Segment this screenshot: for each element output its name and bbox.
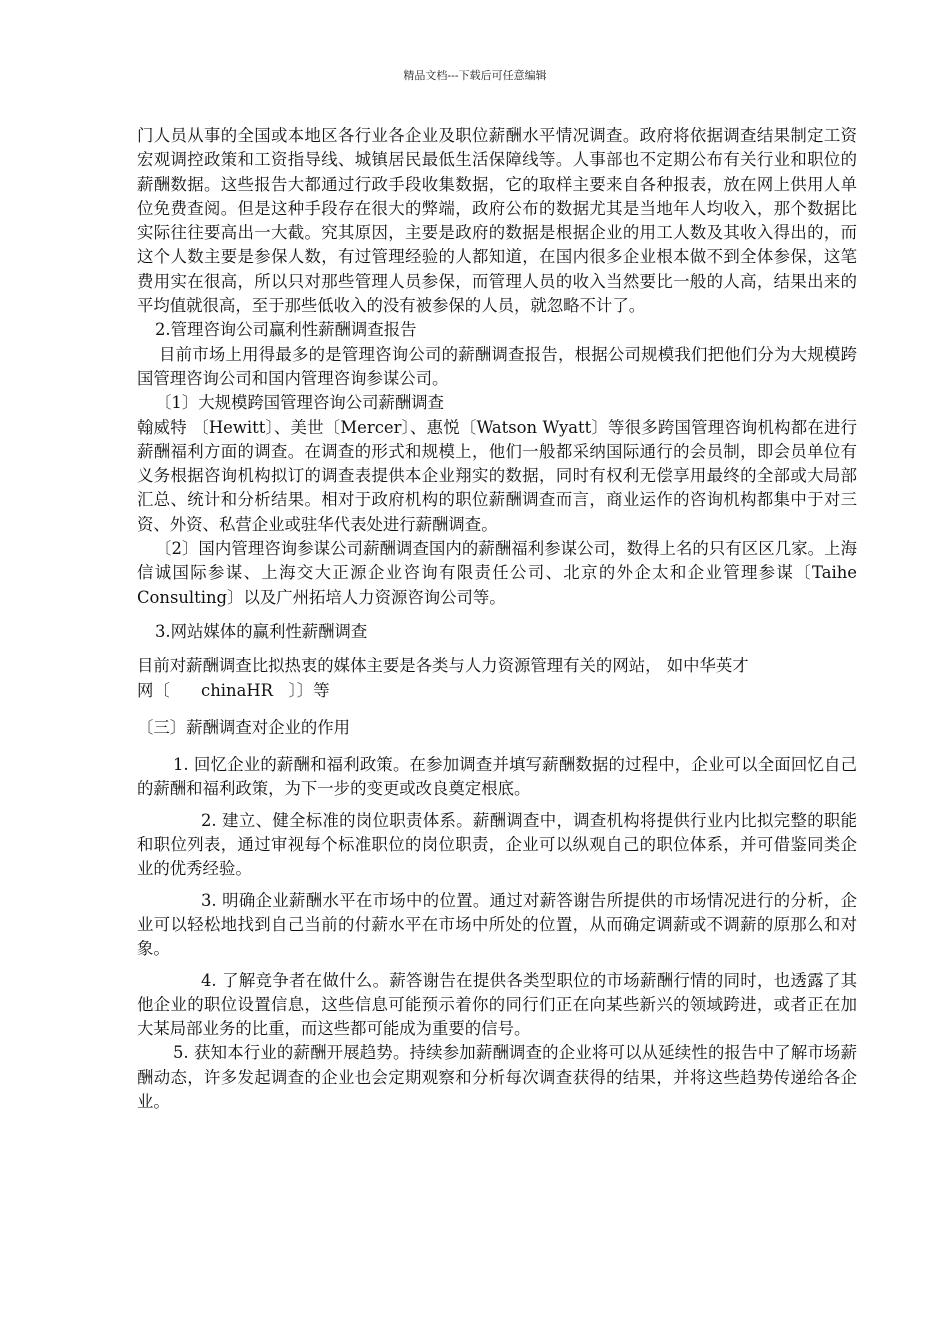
paragraph-website-line2: 网〔 chinaHR 〕〕等 <box>137 680 330 700</box>
paragraph-website-line1: 目前对薪酬调查比拟热衷的媒体主要是各类与人力资源管理有关的网站， 如中华英才 <box>137 656 749 676</box>
list-item-4: 4. 了解竞争者在做什么。薪答谢告在提供各类型职位的市场薪酬行情的同时，也透露了其他企业的职位设置信息，这些信息可能预示着你的同行们正在向某些新兴的领域跨进，或者正在加大某局部业务的比重，而这些都可能成为重要的信号。 <box>137 970 857 1039</box>
heading-website-survey: 3.网站媒体的赢利性薪酬调查 <box>155 621 368 641</box>
document-body <box>137 124 857 1114</box>
subheading-multinational: 〔1〕大规模跨国管理咨询公司薪酬调查 <box>155 393 445 413</box>
paragraph-domestic-consulting: 〔2〕国内管理咨询参谋公司薪酬调查国内的薪酬福利参谋公司，数得上名的只有区区几家。上海信诚国际参谋、上海交大正源企业咨询有限责任公司、北京的外企太和企业管理参谋〔Taihe Consulting〕以及广州拓培人力资源咨询公司等。 <box>137 539 857 607</box>
list-item-2: 2. 建立、健全标准的岗位职责体系。薪酬调查中，调查机构将提供行业内比拟完整的职能和职位列表，通过审视每个标准职位的岗位职责，企业可以纵观自己的职位体系，并可借鉴同类企业的优秀经验。 <box>137 810 857 879</box>
paragraph-consulting-intro: 目前市场上用得最多的是管理咨询公司的薪酬调查报告，根据公司规模我们把他们分为大规模跨国管理咨询公司和国内管理咨询参谋公司。 <box>137 344 857 388</box>
list-item-5: 5. 获知本行业的薪酬开展趋势。持续参加薪酬调查的企业将可以从延续性的报告中了解市场薪酬动态，许多发起调查的企业也会定期观察和分析每次调查获得的结果，并将这些趋势传递给各企业。 <box>137 1043 857 1111</box>
list-item-3: 3. 明确企业薪酬水平在市场中的位置。通过对薪答谢告所提供的市场情况进行的分析，企业可以轻松地找到自己当前的付薪水平在市场中所处的位置，从而确定调薪或不调薪的原那么和对象。 <box>137 890 857 959</box>
list-item-1: 1. 回忆企业的薪酬和福利政策。在参加调查并填写薪酬数据的过程中，企业可以全面回忆自己的薪酬和福利政策，为下一步的变更或改良奠定根底。 <box>137 755 857 799</box>
heading-consulting-survey: 2.管理咨询公司赢利性薪酬调查报告 <box>155 320 417 340</box>
heading-section-three: 〔三〕薪酬调查对企业的作用 <box>137 717 351 737</box>
page-header: 精品文档---下载后可任意编辑 <box>403 69 547 82</box>
paragraph-multinational: 翰威特 〔Hewitt〕、美世〔Mercer〕、惠悦〔Watson Wyatt〕等很多跨国管理咨询机构都在进行薪酬福利方面的调查。在调查的形式和规模上，他们一般都采纳国际通行的会员制，即会员单位有义务根据咨询机构拟订的调查表提供本企业翔实的数据，同时有权利无偿享用最终的全部或大局部汇总、统计和分析结果。相对于政府机构的职位薪酬调查而言，商业运作的咨询机构都集中于对三资、外资、私营企业或驻华代表处进行薪酬调查。 <box>137 417 857 534</box>
paragraph-government-survey: 门人员从事的全国或本地区各行业各企业及职位薪酬水平情况调查。政府将依据调查结果制定工资宏观调控政策和工资指导线、城镇居民最低生活保障线等。人事部也不定期公布有关行业和职位的薪酬数据。这些报告大都通过行政手段收集数据，它的取样主要来自各种报表，放在网上供用人单位免费查阅。但是这种手段存在很大的弊端，政府公布的数据尤其是当地年人均收入，那个数据比实际往往要高出一大截。究其原因，主要是政府的数据是根据企业的用工人数及其收入得出的，而这个人数主要是参保人数，有过管理经验的人都知道，在国内很多企业根本做不到全体参保，这笔费用实在很高，所以只对那些管理人员参保，而管理人员的收入当然要比一般的人高，结果出来的平均值就很高，至于那些低收入的没有被参保的人员，就忽略不计了。 <box>137 126 857 316</box>
